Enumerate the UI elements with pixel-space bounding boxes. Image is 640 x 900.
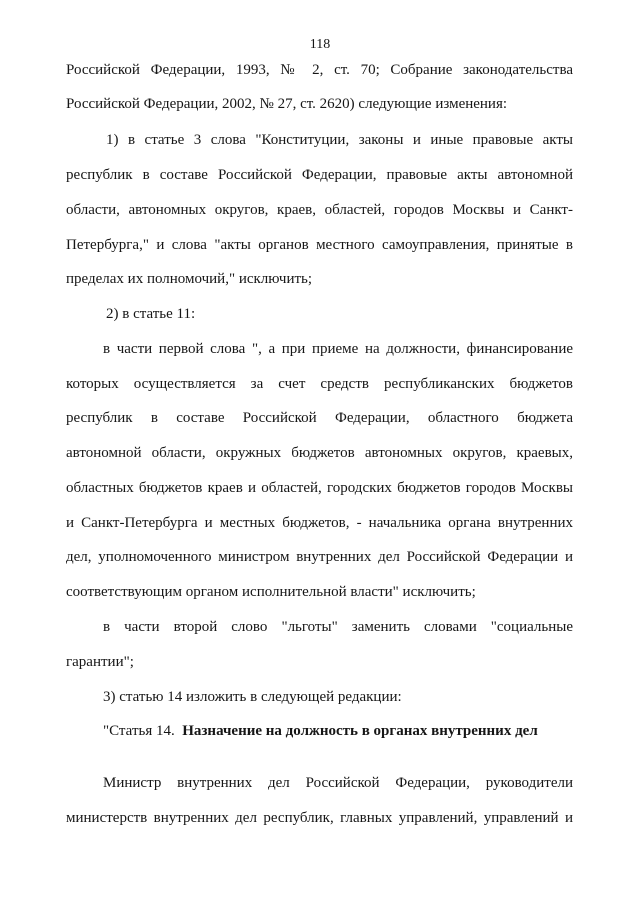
article-heading — [103, 722, 573, 740]
text-line: автономной области, окружных бюджетов автономных округов, краевых, — [66, 445, 573, 461]
text-line: в части второй слово "льготы" заменить словами "социальные — [103, 619, 573, 635]
text-line: министерств внутренних дел республик, главных управлений, управлений и — [66, 810, 573, 826]
text-line: 1) в статье 3 слова "Конституции, законы и иные правовые акты — [106, 132, 573, 148]
text-line: 3) статью 14 изложить в следующей редакции: — [103, 689, 402, 705]
text-line: Министр внутренних дел Российской Федерации, руководители — [103, 775, 573, 791]
article-title: Назначение на должность в органах внутренних дел — [182, 723, 538, 739]
text-line: и Санкт-Петербурга и местных бюджетов, - начальника органа внутренних — [66, 515, 573, 531]
text-line: Петербурга," и слова "акты органов местного самоуправления, принятые в — [66, 237, 573, 253]
text-line: республик в составе Российской Федерации, правовые акты автономной — [66, 167, 573, 183]
text-line: гарантии"; — [66, 654, 134, 670]
text-line: республик в составе Российской Федерации, областного бюджета — [66, 410, 573, 426]
text-line: Российской Федерации, 2002, № 27, ст. 2620) следующие изменения: — [66, 96, 508, 112]
text-line: 2) в статье 11: — [106, 306, 196, 322]
text-line: соответствующим органом исполнительной власти" исключить; — [66, 584, 476, 600]
text-line: Российской Федерации, 1993, № 2, ст. 70; Собрание законодательства — [66, 62, 573, 78]
text-line: области, автономных округов, краев, областей, городов Москвы и Санкт- — [66, 202, 573, 218]
text-line: в части первой слова ", а при приеме на должности, финансирование — [103, 341, 573, 357]
text-line: дел, уполномоченного министром внутренних дел Российской Федерации и — [66, 549, 573, 565]
page-number: 118 — [309, 37, 331, 52]
article-number: "Статья 14. — [103, 723, 175, 739]
text-line: пределах их полномочий," исключить; — [66, 271, 313, 287]
text-line: которых осуществляется за счет средств республиканских бюджетов — [66, 376, 573, 392]
text-line: областных бюджетов краев и областей, городских бюджетов городов Москвы — [66, 480, 573, 496]
